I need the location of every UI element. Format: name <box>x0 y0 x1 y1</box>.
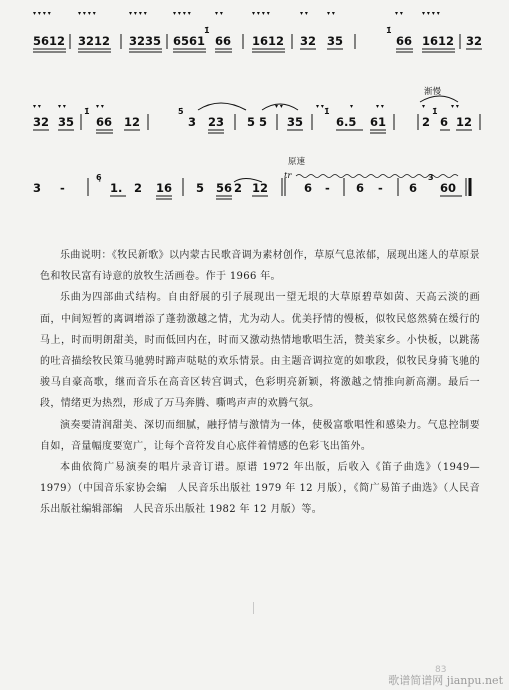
note-group: 6561 <box>173 34 206 48</box>
note-group: 6 <box>356 181 365 195</box>
center-mark <box>253 602 258 614</box>
note-group: - <box>60 181 65 195</box>
note-group: 6.5 <box>336 115 357 129</box>
note-group: 6 <box>440 115 449 129</box>
note-group: 1612 <box>422 34 455 48</box>
svg-text:1̇: 1̇ <box>204 26 210 35</box>
note-group: 35 <box>58 115 75 129</box>
paragraph-performance: 演奏要清润甜美、深切而细腻，融抒情与激情为一体，使极富歌唱性和感染力。气息控制要自如，音量幅度要宽广，让每个音符发自心底伴着情感的色彩飞出笛外。 <box>40 419 480 452</box>
note-group: 2 <box>234 181 243 195</box>
note-group: 5 <box>259 115 268 129</box>
page-number: 83 <box>435 665 447 675</box>
paragraph-description: 乐曲说明：《牧民新歌》以内蒙古民歌音调为素材创作，草原气息浓郁，展现出迷人的草原景色和牧民富有诗意的放牧生活画卷。作于 1966 年。 <box>40 250 480 283</box>
note-group: 16 <box>156 181 173 195</box>
paragraph-source: 本曲依简广易演奏的唱片录音订谱。原谱 1972 年出版，后收入《笛子曲选》（1949—1979）（中国音乐家协会编 人民音乐出版社 1979 年 12 月版），《简广易笛子曲选》（人民音乐出版社编辑部编 人民音乐出版社 1982 年 12 月版）等。 <box>40 462 480 516</box>
note-group: 23 <box>208 115 225 129</box>
svg-text:1̇: 1̇ <box>386 26 392 35</box>
note-group: 5 <box>196 181 205 195</box>
note-group: 66 <box>215 34 232 48</box>
svg-text:▾ ▾: ▾ ▾ <box>275 103 283 110</box>
svg-text:▾ ▾ ▾ ▾: ▾ ▾ ▾ ▾ <box>78 10 96 17</box>
score-row-1 <box>33 10 482 52</box>
note-group: 60 <box>440 181 457 195</box>
note-group: 35 <box>327 34 344 48</box>
svg-text:5̇: 5̇ <box>178 107 184 116</box>
score-row-2 <box>33 86 480 133</box>
note-group: 66 <box>96 115 113 129</box>
svg-text:▾ ▾: ▾ ▾ <box>300 10 308 17</box>
svg-text:1̇: 1̇ <box>324 107 330 116</box>
svg-text:▾ ▾ ▾ ▾: ▾ ▾ ▾ ▾ <box>129 10 147 17</box>
note-group: 12 <box>252 181 269 195</box>
svg-text:▾ ▾ ▾ ▾: ▾ ▾ ▾ ▾ <box>422 10 440 17</box>
svg-text:▾ ▾: ▾ ▾ <box>451 103 459 110</box>
note-group: 35 <box>287 115 304 129</box>
paragraph-structure: 乐曲为四部曲式结构。自由舒展的引子展现出一望无垠的大草原碧草如茵、天高云淡的画面，中间短暂的离调增添了蓬勃激越之情，尤为动人。优美抒情的慢板，似牧民悠然骑在缓行的马上，时而明朗甜美，时而低回内在，时而又激动热情地歌唱生活，赞美家乡。小快板，以跳荡的吐音描绘牧民策马驰骋时蹄声哒哒的欢乐情景。由主题音调拉宽的如歌段，似牧民身骑飞驰的骏马自豪高歌，继而音乐在高音区转宫调式，色彩明亮新颖，将激越之情推向新高潮。最后一段，情绪更为热烈，形成了万马奔腾、嘶鸣声声的欢腾气氛。 <box>40 292 480 410</box>
svg-text:▾ ▾: ▾ ▾ <box>395 10 403 17</box>
note-group: 3 <box>188 115 197 129</box>
trill-marking: tr <box>284 171 292 181</box>
note-group: - <box>325 181 330 195</box>
note-group: 5 <box>247 115 256 129</box>
svg-text:▾ ▾: ▾ ▾ <box>376 103 384 110</box>
svg-text:1̇: 1̇ <box>432 107 438 116</box>
note-group: 32 <box>300 34 317 48</box>
note-group: 3 <box>33 181 42 195</box>
note-group: 1. <box>110 181 123 195</box>
note-group: 2 <box>422 115 431 129</box>
note-group: 12 <box>124 115 141 129</box>
svg-text:▾ ▾ ▾ ▾: ▾ ▾ ▾ ▾ <box>33 10 51 17</box>
note-group: 3212 <box>78 34 111 48</box>
music-score <box>0 0 509 210</box>
note-group: 56 <box>216 181 233 195</box>
tempo-marking: 渐慢 <box>424 87 442 97</box>
note-group: - <box>378 181 383 195</box>
svg-text:▾ ▾ ▾ ▾: ▾ ▾ ▾ ▾ <box>252 10 270 17</box>
note-group: 32 <box>466 34 483 48</box>
score-row-3 <box>33 156 470 199</box>
svg-text:▾ ▾: ▾ ▾ <box>316 103 324 110</box>
svg-text:▾ ▾ ▾ ▾: ▾ ▾ ▾ ▾ <box>173 10 191 17</box>
svg-text:▾: ▾ <box>422 103 426 110</box>
note-group: 2 <box>134 181 143 195</box>
note-group: 6 <box>304 181 313 195</box>
note-group: 3235 <box>129 34 162 48</box>
note-group: 61 <box>370 115 387 129</box>
svg-text:▾ ▾: ▾ ▾ <box>33 103 41 110</box>
note-group: 1612 <box>252 34 285 48</box>
svg-text:▾ ▾: ▾ ▾ <box>58 103 66 110</box>
note-group: 5612 <box>33 34 66 48</box>
note-group: 32 <box>33 115 50 129</box>
svg-text:▾ ▾: ▾ ▾ <box>215 10 223 17</box>
svg-text:3: 3 <box>428 173 434 182</box>
notes-text <box>40 245 480 521</box>
note-group: 6 <box>409 181 418 195</box>
svg-text:▾ ▾: ▾ ▾ <box>96 103 104 110</box>
note-group: 12 <box>456 115 473 129</box>
svg-text:1̇: 1̇ <box>84 107 90 116</box>
tempo-marking: 原速 <box>288 157 306 167</box>
svg-text:▾: ▾ <box>350 103 354 110</box>
svg-text:6̣: 6̣ <box>96 173 102 182</box>
svg-text:▾ ▾: ▾ ▾ <box>327 10 335 17</box>
note-group: 66 <box>396 34 413 48</box>
watermark: 歌谱简谱网 jianpu.net <box>388 674 503 687</box>
